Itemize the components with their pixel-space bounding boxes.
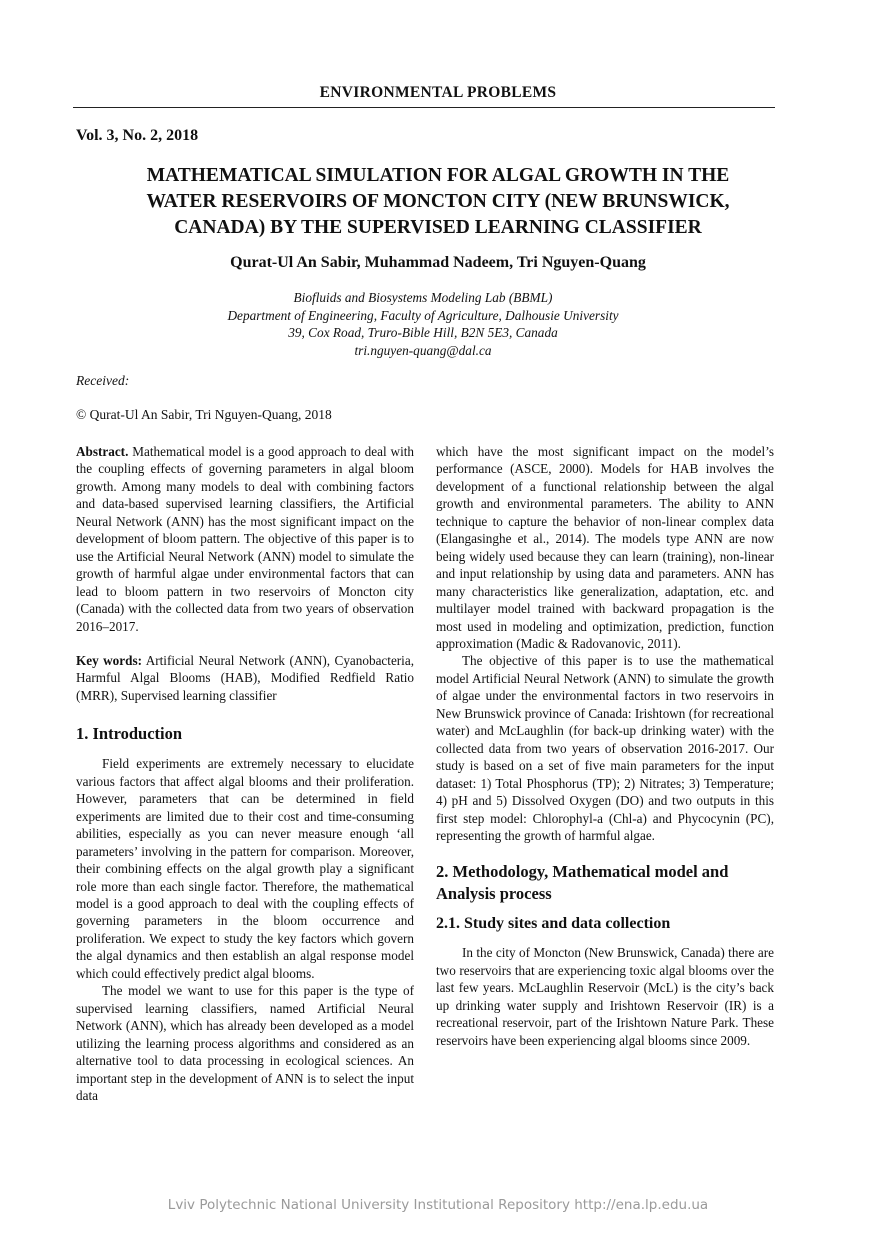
received-date: Received: bbox=[76, 373, 130, 388]
methodology-paragraph-1: In the city of Moncton (New Brunswick, Canada) there are two reservoirs that are experiencing toxic algal blooms over the last few years. McLaughlin Reservoir (McL) is the city’s back up drinking water supply and Irishtown Reservoir (IR) is a recreational reservoir, part of the Irishtown Nature Park. These reservoirs have been experiencing algal blooms since 2009. bbox=[436, 945, 774, 1048]
title-line: CANADA) BY THE SUPERVISED LEARNING CLASSIFIER bbox=[174, 217, 702, 238]
intro-paragraph-1: Field experiments are extremely necessary to elucidate various factors that affect algal blooms and their proliferation. However, parameters that can be determined in field experiments are limited due to their cost and time-consuming abilities, especially as you can never measure enough ‘all parameters’ involving in the pattern for comparison. Moreover, their combining effects on the algal growth play a significant role more than each single factor. Therefore, the mathematical model is a good approach to deal with the coupling effects of governing parameters in the bloom occurrence and proliferation. We expect to study the key factors which govern the algal dynamics and then establish an algal response model which could effectively predict algal blooms. bbox=[76, 756, 414, 981]
repository-footer: Lviv Polytechnic National University Institutional Repository http://ena.lp.edu.ua bbox=[167, 1197, 709, 1213]
intro-paragraph-2: The model we want to use for this paper is the type of supervised learning classifiers, named Artificial Neural Network (ANN), which has already been developed as a model utilizing the learning process algorithms and considered as an alternative tool to data processing in ecological sciences. An important step in the development of ANN is to select the input data bbox=[76, 983, 414, 1103]
keywords-label: Key words: bbox=[76, 652, 142, 668]
right-column bbox=[436, 443, 774, 1049]
copyright: © Qurat-Ul An Sabir, Tri Nguyen-Quang, 2018 bbox=[76, 407, 332, 422]
abstract bbox=[76, 443, 414, 635]
abstract-label: Abstract. bbox=[76, 444, 129, 459]
intro-paragraph-3: The objective of this paper is to use the mathematical model Artificial Neural Network (ANN) to simulate the growth of algae under the environmental factors in two reservoirs in New Brunswick province of Canada: Irishtown (for recreational water) and McLaughlin (for back-up drinking water) with the collected data from two years of observation 2016-2017. Our study is based on a set of five main parameters for the input dataset: 1) Total Phosphorus (TP); 2) Nitrates; 3) Temperature; 4) pH and 5) Dissolved Oxygen (DO) and two outputs in this first step model: Chlorophyl-a (Chl-a) and Phycocynin (PC), representing the growth of harmful algae. bbox=[436, 653, 774, 843]
keywords bbox=[76, 652, 414, 704]
paper-title bbox=[90, 163, 786, 241]
title-line: MATHEMATICAL SIMULATION FOR ALGAL GROWTH IN THE bbox=[146, 165, 730, 186]
section-heading-introduction: 1. Introduction bbox=[76, 724, 183, 744]
authors: Qurat-Ul An Sabir, Muhammad Nadeem, Tri Nguyen-Quang bbox=[230, 254, 646, 271]
intro-paragraph-2-continued: which have the most significant impact on the model’s performance (ASCE, 2000). Models for HAB involves the development of a functional relationship between the algal growth and environmental parameters. The ability to ANN technique to capture the behavior of non-linear complex data (Elangasinghe et al., 2014). The models type ANN are now being widely used because they can learn (training), non-linear and input relationship by using data and parameters. ANN has many characteristics like generalization, adaptation, etc. and multilayer model trained with backward propagation is the most used in modeling and optimization, prediction, function approximation (Madic & Radovanovic, 2011). bbox=[436, 444, 774, 651]
header-rule bbox=[73, 107, 775, 108]
affiliation bbox=[0, 289, 846, 359]
keywords-text: Artificial Neural Network (ANN), Cyanobacteria, Harmful Algal Blooms (HAB), Modified Redfield Ratio (MRR), Supervised learning classifier bbox=[76, 652, 414, 703]
affiliation-lab: Biofluids and Biosystems Modeling Lab (BBML) bbox=[293, 290, 553, 305]
journal-name: ENVIRONMENTAL PROBLEMS bbox=[319, 84, 557, 101]
affiliation-address: 39, Cox Road, Truro-Bible Hill, B2N 5E3, Canada bbox=[288, 325, 558, 340]
title-line: WATER RESERVOIRS OF MONCTON CITY (NEW BRUNSWICK, bbox=[146, 191, 730, 212]
left-column bbox=[76, 443, 414, 1104]
abstract-text: Mathematical model is a good approach to deal with the coupling effects of governing parameters in algal bloom growth. Among many models to deal with combining factors and data-based supervised learning classifiers, the Artificial Neural Network (ANN) has the most significant impact on the development of bloom pattern. The objective of this paper is to use the Artificial Neural Network (ANN) model to simulate the growth of harmful algae under environmental factors that can lead to bloom pattern in two reservoirs of Moncton city (Canada) with the collected data from two years of observation 2016–2017. bbox=[76, 444, 414, 634]
affiliation-department: Department of Engineering, Faculty of Agriculture, Dalhousie University bbox=[227, 307, 619, 323]
section-heading-methodology: 2. Methodology, Mathematical model and Analysis process bbox=[436, 862, 729, 904]
affiliation-email: tri.nguyen-quang@dal.ca bbox=[354, 342, 492, 358]
subsection-heading-study-sites: 2.1. Study sites and data collection bbox=[436, 915, 671, 933]
volume-info: Vol. 3, No. 2, 2018 bbox=[76, 127, 199, 144]
